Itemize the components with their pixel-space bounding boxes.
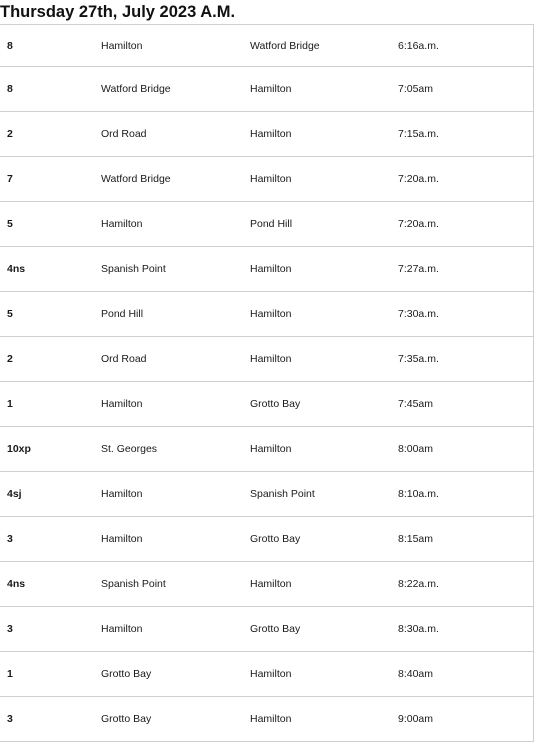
bus-schedule-table (0, 24, 534, 742)
departure-time: 8:22a.m. (391, 562, 533, 607)
destination: Hamilton (243, 652, 391, 697)
route-number: 4ns (0, 562, 94, 607)
departure-time: 7:20a.m. (391, 157, 533, 202)
origin: St. Georges (94, 427, 243, 472)
table-row (0, 157, 533, 202)
route-number: 2 (0, 337, 94, 382)
origin: Hamilton (94, 202, 243, 247)
table-row (0, 607, 533, 652)
destination: Watford Bridge (243, 25, 391, 67)
route-number: 7 (0, 157, 94, 202)
destination: Hamilton (243, 562, 391, 607)
bus-schedule-body (0, 25, 533, 742)
page-title: Thursday 27th, July 2023 A.M. (0, 3, 236, 21)
origin: Hamilton (94, 517, 243, 562)
departure-time: 7:35a.m. (391, 337, 533, 382)
departure-time: 7:05am (391, 67, 533, 112)
destination: Grotto Bay (243, 382, 391, 427)
route-number: 3 (0, 697, 94, 742)
route-number: 4sj (0, 472, 94, 517)
origin: Grotto Bay (94, 697, 243, 742)
route-number: 2 (0, 112, 94, 157)
origin: Hamilton (94, 607, 243, 652)
origin: Grotto Bay (94, 652, 243, 697)
table-row (0, 697, 533, 742)
departure-time: 8:40am (391, 652, 533, 697)
departure-time: 6:16a.m. (391, 25, 533, 67)
destination: Hamilton (243, 337, 391, 382)
origin: Watford Bridge (94, 67, 243, 112)
destination: Hamilton (243, 697, 391, 742)
departure-time: 8:15am (391, 517, 533, 562)
departure-time: 8:00am (391, 427, 533, 472)
origin: Ord Road (94, 112, 243, 157)
route-number: 1 (0, 382, 94, 427)
origin: Ord Road (94, 337, 243, 382)
origin: Spanish Point (94, 562, 243, 607)
destination: Hamilton (243, 292, 391, 337)
route-number: 10xp (0, 427, 94, 472)
destination: Pond Hill (243, 202, 391, 247)
route-number: 3 (0, 607, 94, 652)
route-number: 5 (0, 292, 94, 337)
table-row (0, 652, 533, 697)
table-row (0, 112, 533, 157)
destination: Hamilton (243, 427, 391, 472)
route-number: 3 (0, 517, 94, 562)
table-row (0, 427, 533, 472)
table-row (0, 25, 533, 67)
destination: Spanish Point (243, 472, 391, 517)
destination: Hamilton (243, 247, 391, 292)
departure-time: 8:30a.m. (391, 607, 533, 652)
origin: Spanish Point (94, 247, 243, 292)
route-number: 5 (0, 202, 94, 247)
origin: Watford Bridge (94, 157, 243, 202)
table-row (0, 472, 533, 517)
departure-time: 7:27a.m. (391, 247, 533, 292)
departure-time: 7:45am (391, 382, 533, 427)
origin: Hamilton (94, 382, 243, 427)
departure-time: 9:00am (391, 697, 533, 742)
origin: Hamilton (94, 25, 243, 67)
origin: Pond Hill (94, 292, 243, 337)
route-number: 8 (0, 25, 94, 67)
origin: Hamilton (94, 472, 243, 517)
route-number: 8 (0, 67, 94, 112)
table-row (0, 292, 533, 337)
destination: Hamilton (243, 112, 391, 157)
departure-time: 7:20a.m. (391, 202, 533, 247)
route-number: 4ns (0, 247, 94, 292)
table-row (0, 337, 533, 382)
table-row (0, 382, 533, 427)
table-row (0, 202, 533, 247)
destination: Hamilton (243, 157, 391, 202)
table-row (0, 517, 533, 562)
destination: Hamilton (243, 67, 391, 112)
departure-time: 7:15a.m. (391, 112, 533, 157)
table-row (0, 67, 533, 112)
table-row (0, 247, 533, 292)
destination: Grotto Bay (243, 607, 391, 652)
departure-time: 8:10a.m. (391, 472, 533, 517)
departure-time: 7:30a.m. (391, 292, 533, 337)
route-number: 1 (0, 652, 94, 697)
table-row (0, 562, 533, 607)
destination: Grotto Bay (243, 517, 391, 562)
